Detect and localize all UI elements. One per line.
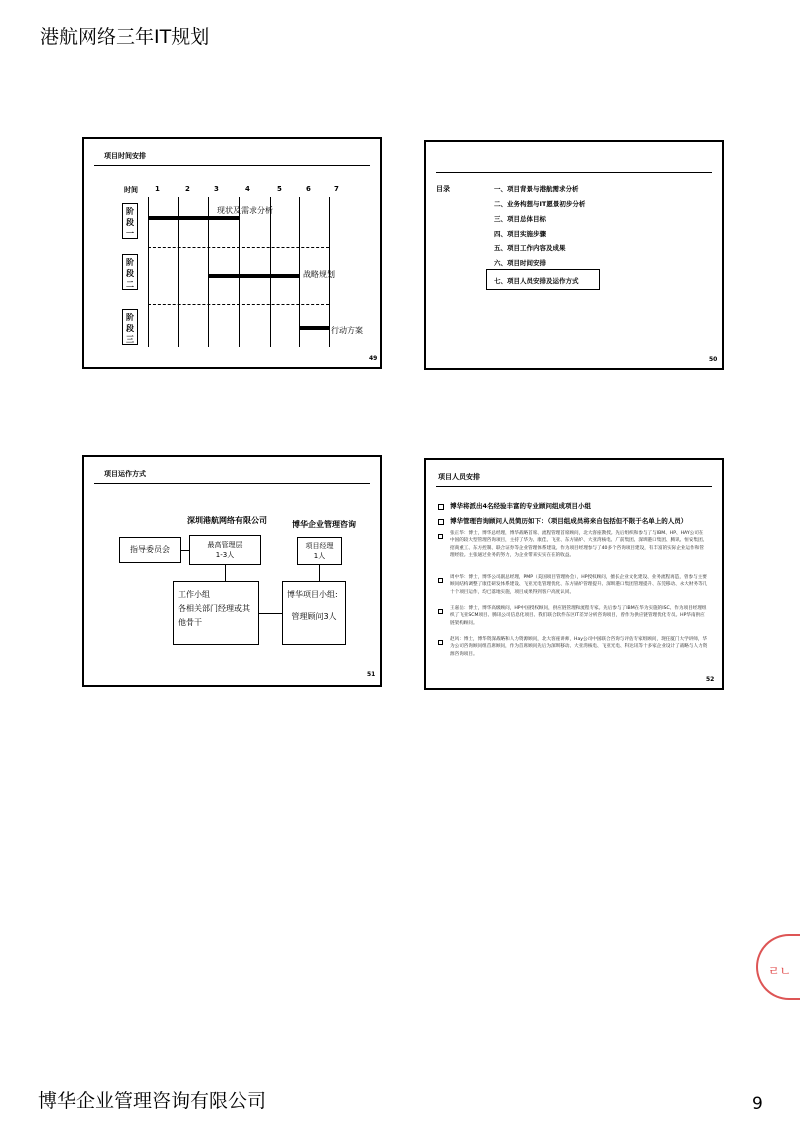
bohua-team-box [282,581,346,645]
intro-line-2: 博华管理咨询顾问人员简历如下：（项目组成员将来自包括但不限于名单上的人员） [450,517,688,525]
task-label-3: 行动方案 [331,326,363,335]
col-label-5: 5 [277,185,282,193]
col-label-4: 4 [245,185,250,193]
bullet [438,640,443,645]
toc-item-5: 五、项目工作内容及成果 [494,244,566,252]
top-management-box [189,535,261,565]
toc-item-4: 四、项目实施步骤 [494,230,546,238]
org-left-name: 深圳港航网络有限公司 [187,516,267,525]
red-stamp-text: ㄹㄴ [768,964,792,978]
col-label-2: 2 [185,185,190,193]
slide-50-toc [424,140,724,370]
toc-item-6: 六、项目时间安排 [494,259,546,267]
project-manager-label: 项目经理 [305,542,334,550]
title-divider [436,486,712,487]
committee-label: 指导委员会 [130,545,170,554]
slide-number: 50 [709,356,718,363]
col-label-6: 6 [306,185,311,193]
bio-2: 周中华：博士，博华公司副总经理，PMP（美国项目管理协会），HP授权顾问，擅长企业文化建设、业务流程再造，曾参与主要顾问结构调整了康佳研发体系建设、飞亚光电管理优化、东方锅炉管理提升、深圳港口集团管理提升、东莞移动、永大财务等几十个项目运作，均已落地实施，项目成果得到客户高度认同。 [450,575,708,595]
bohua-team-label: 博华项目小组: [287,590,338,599]
connector [181,550,189,551]
toc-label: 目录 [436,185,450,193]
slide-number: 52 [706,676,715,683]
task-label-2: 战略规划 [303,270,335,279]
title-divider [94,483,370,484]
slide-51-organization [82,455,382,687]
col-label-7: 7 [334,185,339,193]
time-label: 时间 [124,186,138,194]
grid-line [270,197,271,347]
slide-title: 项目人员安排 [438,473,480,481]
top-management-label: 最高管理层 [207,541,243,549]
toc-item-7: 七、项目人员安排及运作方式 [494,277,579,285]
bio-4: 赵风：博士，博华资深战略和人力资源顾问，北大客座讲师，Hay公司中国联合咨询与评估专家组顾问，现任厦门大学讲师，华为公司咨询顾问组首席顾问，作为首席顾问先后为深圳移动、大亚湾核电、飞亚光电、科达讯等十多家企业设计了战略与人力资源咨询项目。 [450,637,708,657]
work-group-members: 各相关部门经理或其他骨干 [178,604,250,627]
bio-3: 王嘉岳：博士，博华高级顾问，HP中国授权顾问，供应链管理和流程专家。先后参与了IBM在华为实施的ISC、作为项目经理组织了飞亚SCM项目、腾讯公司信息化项目、我们联合软件东区IT差异分析咨询项目，曾作为供应链管理优化专员。HP华南供应链架构顾问。 [450,606,707,626]
bullet [438,519,444,525]
page-number: 9 [752,1094,763,1114]
org-right-name: 博华企业管理咨询 [292,520,356,529]
slide-title: 项目时间安排 [104,152,146,160]
grid-line [239,197,240,347]
title-divider [94,165,370,166]
connector [319,565,320,581]
slide-number: 51 [367,671,376,678]
bullet [438,609,443,614]
slide-52-personnel [424,458,724,690]
bio-1: 张正华：博士，博华总经理，博华战略首席、流程管理首席顾问，北大客座教授。先后组织和参与了与IBM、HP、HAY公司在中国的较大型管理咨询项目，主持了华为、康佳、飞亚、东方锅炉、大亚湾核电、广前集团、深圳港口集团、腾讯、恒安集团、招商重工、东方控制、联合证券等企业管理体系建设。作为项目经理参与了40多个咨询项目建设，有丰富的实际企业运作和管理经验。主张通过业务的努力，为企业带来实实在在的收益。 [450,531,708,559]
task-bar-3 [299,326,329,330]
stage-label-1: 阶段一 [122,203,138,239]
col-label-3: 3 [214,185,219,193]
col-label-1: 1 [155,185,160,193]
connector [225,565,226,581]
committee-box [119,537,181,563]
task-bar-1 [148,216,239,220]
slide-49-timeline [82,137,382,369]
work-group-box [173,581,259,645]
grid-line [299,197,300,347]
slide-title: 项目运作方式 [104,470,146,478]
stage-separator [148,304,329,305]
project-manager-box [297,537,342,565]
top-management-count: 1-3人 [215,551,235,559]
bullet [438,578,443,583]
stage-label-3: 阶段三 [122,309,138,345]
consultants-label: 管理顾问3人 [291,612,337,621]
stage-label-2: 阶段二 [122,254,138,290]
toc-item-2: 二、业务构想与IT愿景初步分析 [494,200,586,208]
stage-separator [148,247,329,248]
project-manager-count: 1人 [313,552,326,560]
title-divider [436,172,712,173]
slide-number: 49 [369,355,378,362]
page-header: 港航网络三年IT规划 [40,26,210,48]
task-bar-2 [208,274,299,278]
toc-item-3: 三、项目总体目标 [494,215,546,223]
task-label-1: 现状及需求分析 [217,206,273,215]
connector [259,613,282,614]
work-group-label: 工作小组 [178,590,210,599]
toc-item-1: 一、项目背景与港航需求分析 [494,185,579,193]
bullet [438,534,443,539]
intro-line-1: 博华将派出4名经验丰富的专业顾问组成项目小组 [450,502,592,510]
page-footer: 博华企业管理咨询有限公司 [38,1090,267,1112]
bullet [438,504,444,510]
